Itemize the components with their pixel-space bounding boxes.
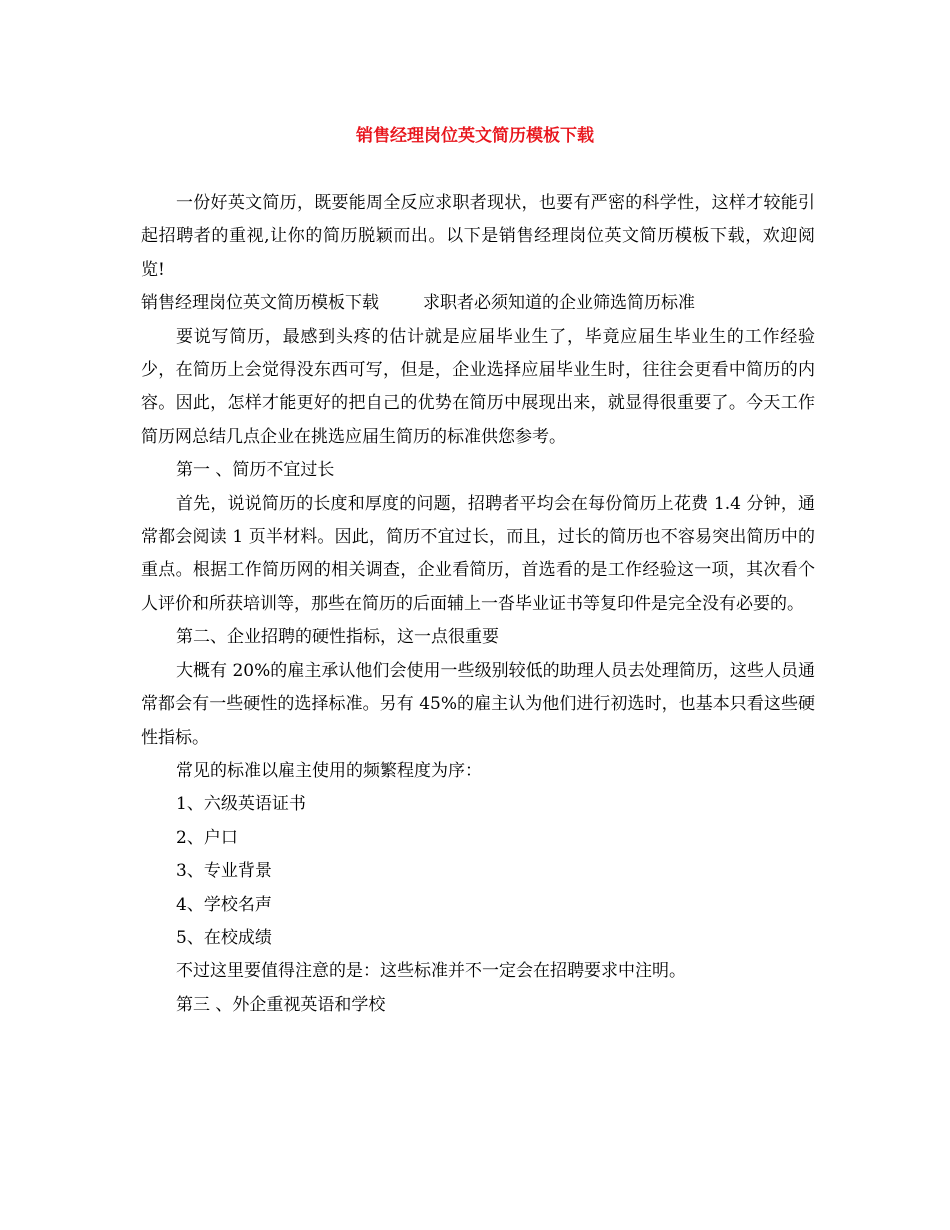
document-title: 销售经理岗位英文简历模板下载 [356, 126, 594, 146]
subtitle-left: 销售经理岗位英文简历模板下载 [141, 293, 379, 314]
paragraph-2: 首先，说说简历的长度和厚度的问题，招聘者平均会在每份简历上花费 1.4 分钟，通常都会阅读 1 页半材料。因此，简历不宜过长，而且，过长的简历也不容易突出简历中的重点。根据工作简历网的相关调查，企业看简历，首选看的是工作经验这一项，其次看个人评价和所获培训等，那些在简历的后面辅上一沓毕业证书等复印件是完全没有必要的。 [141, 493, 815, 614]
subtitle-right: 求职者必须知道的企业筛选简历标准 [423, 293, 695, 314]
subtitle-line [141, 287, 815, 320]
list-item: 3、专业背景 [176, 861, 272, 882]
list-item: 4、学校名声 [176, 894, 272, 915]
intro-paragraph: 一份好英文简历，既要能周全反应求职者现状，也要有严密的科学性，这样才较能引起招聘者的重视,让你的简历脱颖而出。以下是销售经理岗位英文简历模板下载，欢迎阅览! [141, 193, 815, 280]
list-intro: 常见的标准以雇主使用的频繁程度为序： [176, 760, 482, 781]
note-paragraph: 不过这里要值得注意的是：这些标准并不一定会在招聘要求中注明。 [176, 961, 686, 982]
paragraph-3: 大概有 20%的雇主承认他们会使用一些级别较低的助理人员去处理简历，这些人员通常都会有一些硬性的选择标准。另有 45%的雇主认为他们进行初选时，也基本只看这些硬性指标。 [141, 660, 815, 748]
section-heading-3: 第三 、外企重视英语和学校 [176, 994, 386, 1015]
list-item: 5、在校成绩 [176, 927, 272, 948]
paragraph-1: 要说写简历，最感到头疼的估计就是应届毕业生了，毕竟应届生毕业生的工作经验少，在简历上会觉得没东西可写，但是，企业选择应届毕业生时，往往会更看中简历的内容。因此，怎样才能更好的把自己的优势在简历中展现出来，就显得很重要了。今天工作简历网总结几点企业在挑选应届生简历的标准供您参考。 [141, 326, 815, 447]
document-body [141, 187, 815, 1022]
section-heading-2: 第二、企业招聘的硬性指标，这一点很重要 [176, 627, 499, 648]
list-item: 1、六级英语证书 [176, 794, 306, 815]
section-heading-1: 第一 、简历不宜过长 [176, 460, 335, 481]
list-item: 2、户口 [176, 827, 238, 848]
